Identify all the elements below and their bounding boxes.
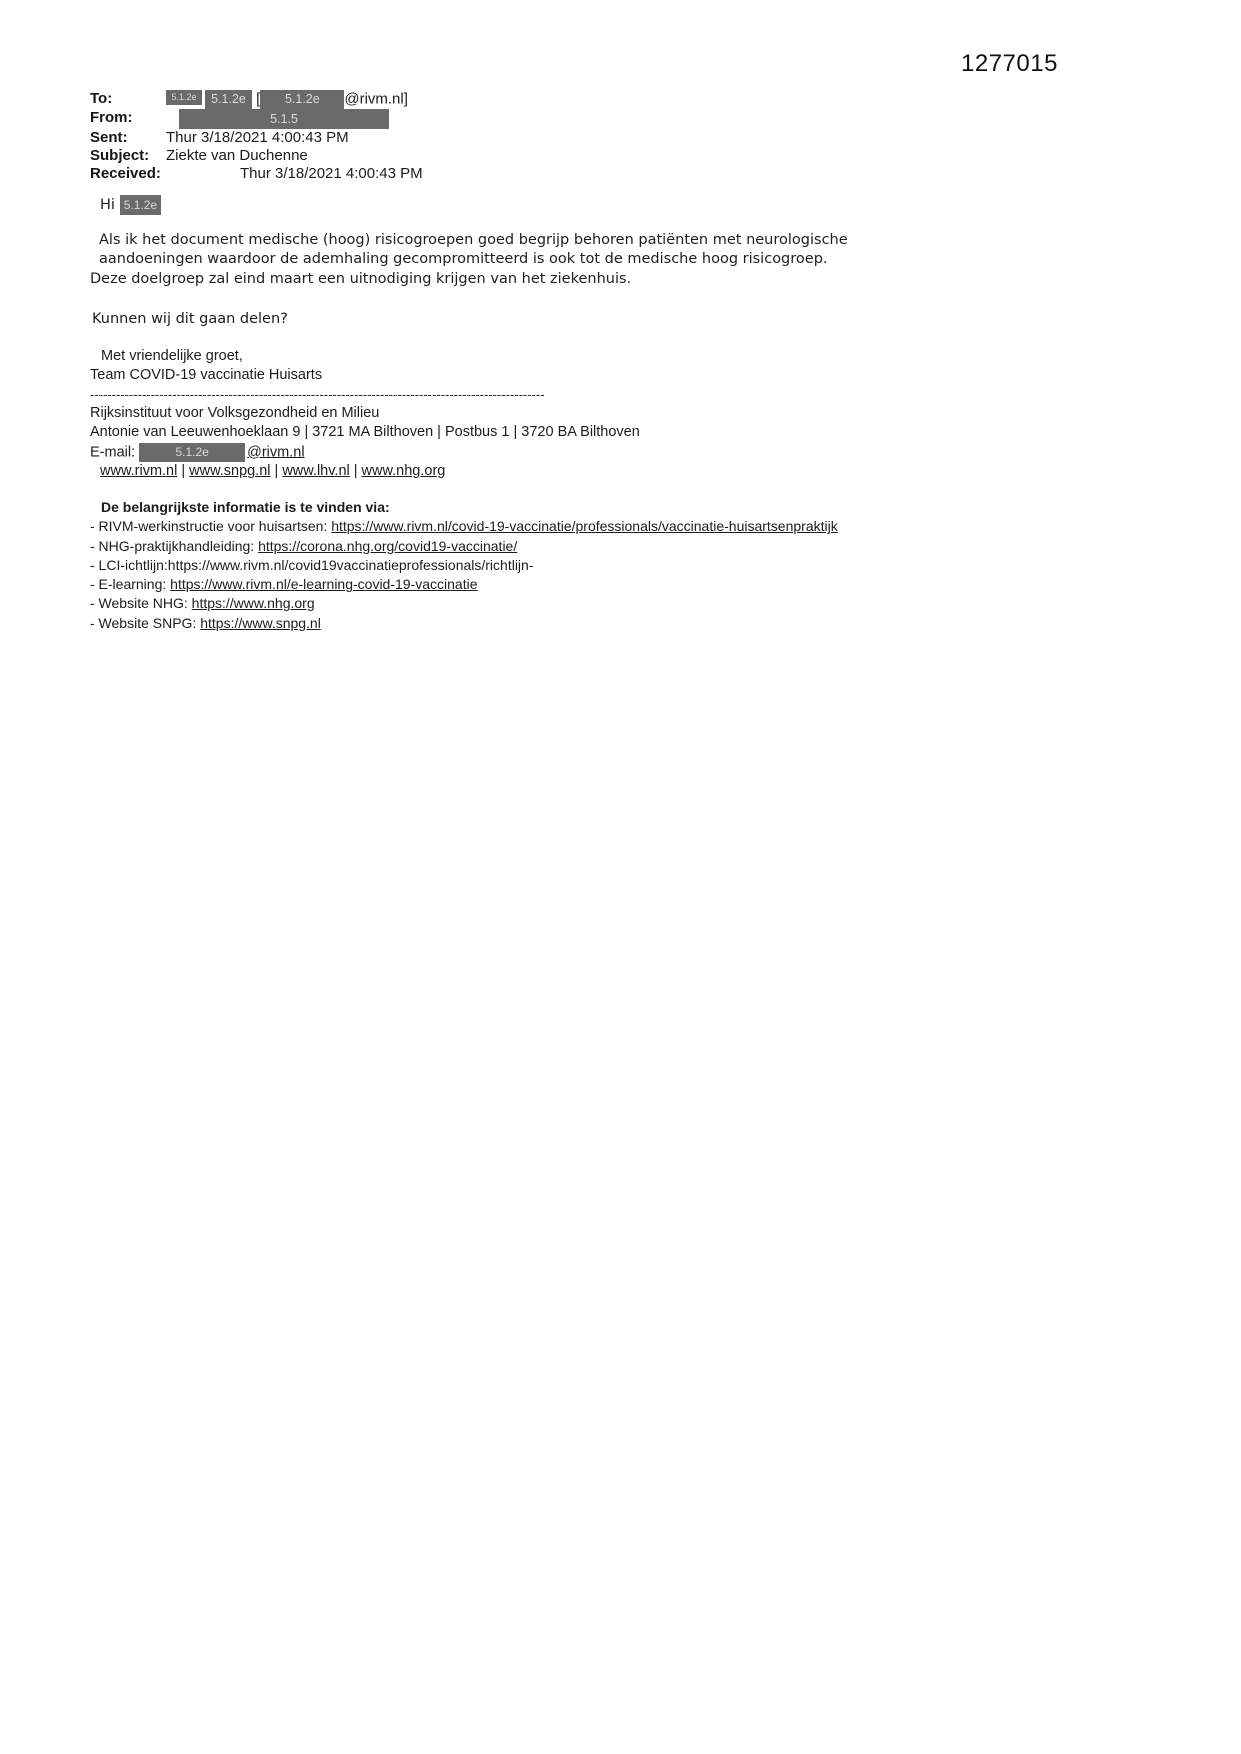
received-value: Thur 3/18/2021 4:00:43 PM [240,165,423,183]
info-item-elearning [90,575,838,594]
from-redaction: 5.1.5 [179,109,389,129]
info-item-lci-richtlijn [90,556,838,575]
info-item-prefix: - E-learning: [90,576,171,593]
greeting-text: Hi [100,197,115,213]
to-redaction-big: 5.1.2e [205,90,252,109]
info-link-rivm-werkinstructie[interactable]: https://www.rivm.nl/covid-19-vaccinatie/professionals/vaccinatie-huisartsenpraktijk [331,518,838,535]
to-redaction-wide: 5.1.2e [260,90,344,109]
info-link-website-snpg[interactable]: https://www.snpg.nl [200,614,321,631]
paragraph-line-2: aandoeningen waardoor de ademhaling gecompromitteerd is ook tot de medische hoog risicogroep. [99,251,828,268]
link-rivm[interactable]: www.rivm.nl [100,463,178,480]
site-separator: | [353,463,358,480]
info-link-website-nhg[interactable]: https://www.nhg.org [191,595,315,612]
question-line: Kunnen wij dit gaan delen? [92,311,288,327]
info-item-prefix: - Website SNPG: [90,614,201,631]
from-value [166,109,389,129]
header-subject-row [90,147,423,165]
paragraph-line-3: Deze doelgroep zal eind maart een uitnodiging krijgen van het ziekenhuis. [90,270,632,287]
websites-line [90,462,640,481]
info-link-nhg-praktijkhandleiding[interactable]: https://corona.nhg.org/covid19-vaccinatie/ [258,537,518,554]
header-received-row [90,165,423,183]
header-to-row [90,90,423,109]
site-separator: | [181,463,186,480]
document-number: 1277015 [961,50,1058,77]
to-redaction-small: 5.1.2e [166,90,202,105]
greeting-redaction: 5.1.2e [120,195,161,215]
info-item-website-snpg [90,614,838,633]
info-link-elearning[interactable]: https://www.rivm.nl/e-learning-covid-19-vaccinatie [170,576,478,593]
email-domain-link[interactable]: @rivm.nl [247,443,305,460]
signature-block [90,404,640,482]
greeting-line [100,195,161,215]
site-separator: | [274,463,279,480]
info-item-nhg-praktijkhandleiding [90,537,838,556]
org-name: Rijksinstituut voor Volksgezondheid en Milieu [90,405,380,421]
email-header [90,90,423,184]
from-label: From: [90,109,133,126]
email-redaction: 5.1.2e [139,443,245,462]
link-snpg[interactable]: www.snpg.nl [189,463,271,480]
to-label: To: [90,90,113,107]
info-item-prefix: - LCI-ichtlijn: [90,556,168,573]
subject-label: Subject: [90,147,150,165]
email-line [90,443,640,463]
subject-value: Ziekte van Duchenne [166,147,308,165]
paragraph-line-1: Als ik het document medische (hoog) risicogroepen goed begrijp behoren patiënten met neurologische [99,232,848,248]
header-sent-row [90,129,423,147]
to-bracket: [ [256,90,261,108]
link-nhg[interactable]: www.nhg.org [361,463,446,480]
info-links-section [90,498,838,633]
team-line: Team COVID-19 vaccinatie Huisarts [90,367,323,383]
to-domain-text: @rivm.nl] [344,90,408,108]
sent-value: Thur 3/18/2021 4:00:43 PM [166,129,349,146]
org-address: Antonie van Leeuwenhoeklaan 9 | 3721 MA Bilthoven | Postbus 1 | 3720 BA Bilthoven [90,424,640,441]
email-label: E-mail: [90,443,136,460]
header-from-row [90,109,423,129]
info-item-website-nhg [90,594,838,613]
info-item-prefix: - RIVM-werkinstructie voor huisartsen: [90,518,332,535]
link-lhv[interactable]: www.lhv.nl [282,463,350,480]
sent-label: Sent: [90,129,128,146]
info-heading: De belangrijkste informatie is te vinden via: [101,499,390,515]
info-item-prefix: - NHG-praktijkhandleiding: [90,537,259,554]
info-link-lci-richtlijn[interactable]: https://www.rivm.nl/covid19vaccinatieprofessionals/richtlijn- [167,556,534,573]
closing-line: Met vriendelijke groet, [101,348,243,364]
signature-separator: --------------------------------------------------------------------------------------------------------- [90,387,545,402]
received-label: Received: [90,165,161,183]
body-paragraph [90,231,848,289]
to-value [166,90,408,109]
info-item-prefix: - Website NHG: [90,595,192,612]
closing-block [90,347,322,385]
info-item-rivm-werkinstructie [90,517,838,536]
